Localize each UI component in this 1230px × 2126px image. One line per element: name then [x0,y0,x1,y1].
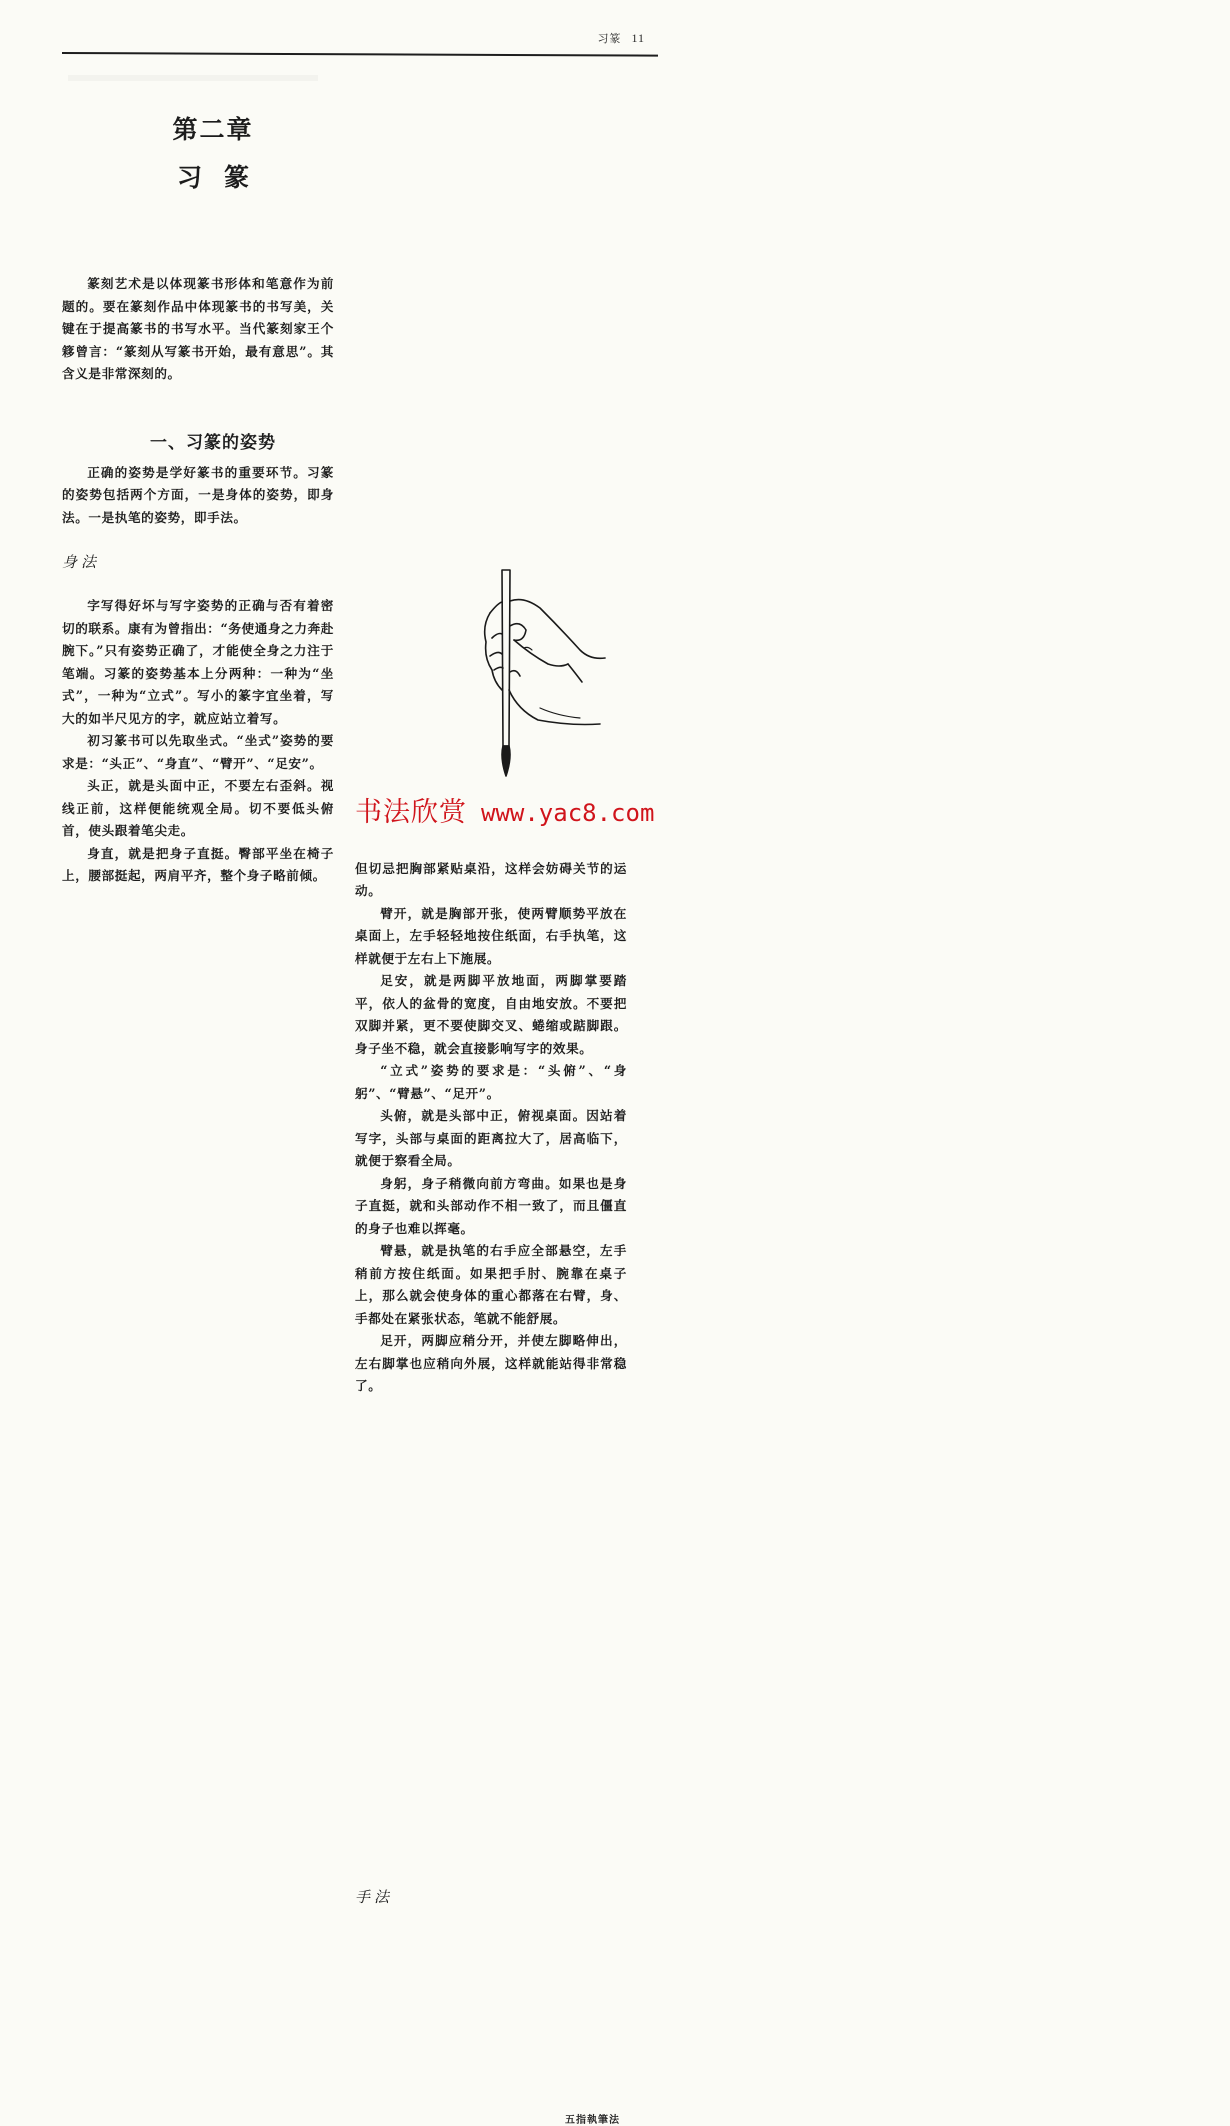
subsection-title-shenfa: 身法 [62,553,101,571]
body-paragraph: 臂开，就是胸部开张，使两臂顺势平放在桌面上，左手轻轻地按住纸面，右手执笔，这样就便于左右上下施展。 [355,905,627,966]
body-paragraph: 身直，就是把身子直挺。臀部平坐在椅子上，腰部挺起，两肩平齐，整个身子略前倾。 [62,845,334,883]
section-intro-paragraph: 正确的姿势是学好篆书的重要环节。习篆的姿势包括两个方面，一是身体的姿势，即身法。一是执笔的姿势，即手法。 [62,464,334,525]
continued-paragraph: 但切忌把胸部紧贴桌沿，这样会妨碍关节的运动。 [355,860,627,898]
bleed-through-texture [68,75,318,101]
chapter-title-char-2: 篆 [224,163,250,192]
body-paragraph: 头俯，就是头部中正，俯视桌面。因站着写字，头部与桌面的距离拉大了，居高临下，就便于察看全局。 [355,1108,627,1168]
hand-holding-brush-illustration [440,568,605,778]
body-paragraph: 足开，两脚应稍分开，并使左脚略伸出，左右脚掌也应稍向外展，这样就能站得非常稳了。 [355,1333,627,1393]
chapter-title [62,150,334,206]
right-column [355,858,627,1398]
body-paragraph: 头正，就是头面中正，不要左右歪斜。视线正前，这样便能统观全局。切不要低头俯首，使头跟着笔尖走。 [62,778,334,838]
intro-paragraph: 篆刻艺术是以体现篆书形体和笔意作为前题的。要在篆刻作品中体现篆书的书写美，关键在于提高篆书的书写水平。当代篆刻家王个簃曾言：“篆刻从写篆书开始，最有意思”。其含义是非常深刻的。 [62,276,334,381]
body-paragraph: “立式”姿势的要求是：“头俯”、“身躬”、“臂悬”、“足开”。 [355,1063,627,1101]
page-number: 11 [631,31,645,45]
header-rule [62,52,658,57]
running-head [597,30,645,46]
chapter-number: 第二章 [172,115,254,144]
body-paragraph: 臂悬，就是执笔的右手应全部悬空，左手稍前方按住纸面。如果把手肘、腕靠在桌子上，那么就会使身体的重心都落在右臂，身、手都处在紧张状态，笔就不能舒展。 [355,1243,627,1326]
watermark-url[interactable]: www.yac8.com [481,799,655,827]
chapter-title-char-1: 习 [176,163,224,192]
section-title: 一、习篆的姿势 [150,432,276,453]
watermark-site-name: 书法欣赏 [355,797,467,828]
body-paragraph: 初习篆书可以先取坐式。“坐式”姿势的要求是：“头正”、“身直”、“臂开”、“足安”。 [62,733,334,771]
body-paragraph: 字写得好坏与写字姿势的正确与否有着密切的联系。康有为曾指出：“务使通身之力奔赴腕下。”只有姿势正确了，才能使全身之力注于笔端。习篆的姿势基本上分两种：一种为“坐式”，一种为“立式”。写小的篆字宜坐着，写大的如半尺见方的字，就应站立着写。 [62,598,334,726]
running-head-title: 习篆 [597,32,622,45]
left-column [62,110,334,888]
body-paragraph: 足安，就是两脚平放地面，两脚掌要踏平，依人的盆骨的宽度，自由地安放。不要把双脚并紧，更不要使脚交叉、蜷缩或踮脚跟。身子坐不稳，就会直接影响写字的效果。 [355,973,627,1056]
brush-hand-icon [440,568,605,778]
figure-caption: 五指執筆法 [565,2114,620,2126]
site-watermark [355,790,654,829]
body-paragraph: 身躬，身子稍微向前方弯曲。如果也是身子直挺，就和头部动作不相一致了，而且僵直的身子也难以挥毫。 [355,1175,627,1236]
subsection-title-shoufa: 手法 [355,1887,394,1906]
